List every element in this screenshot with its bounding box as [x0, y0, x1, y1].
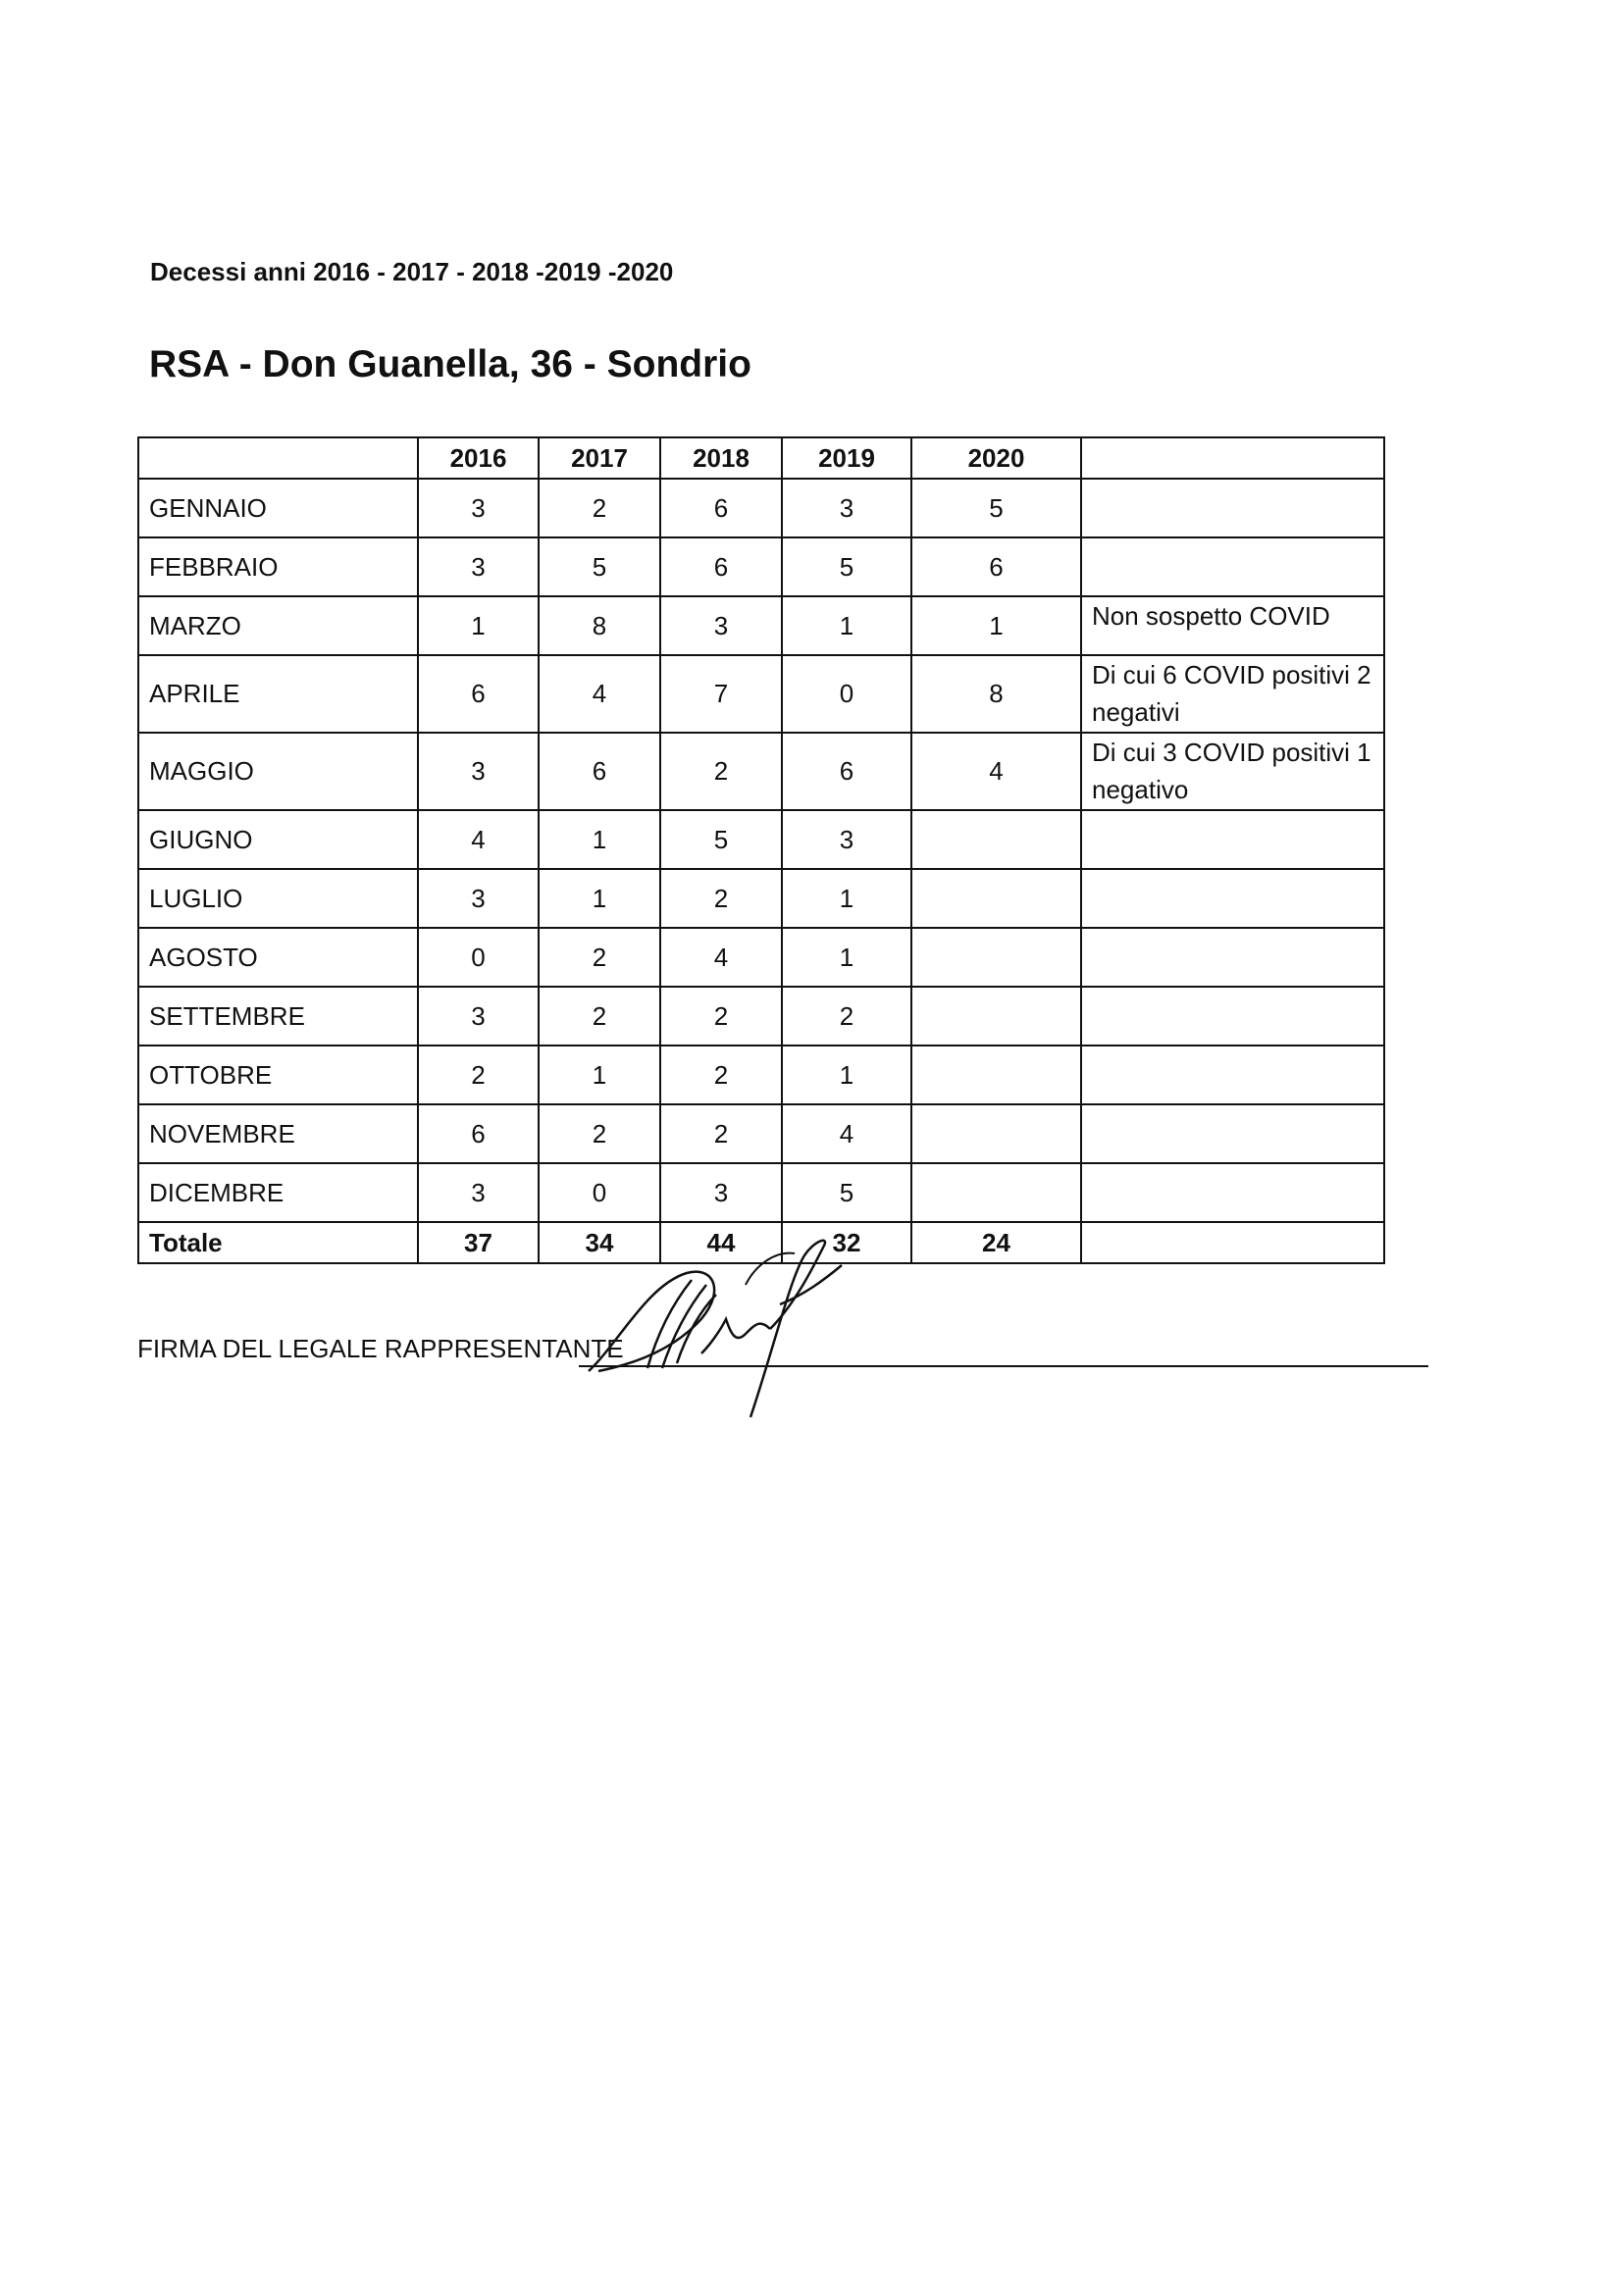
value-cell: 1 [782, 869, 911, 928]
month-cell: AGOSTO [138, 928, 418, 987]
table-row [138, 869, 1384, 928]
month-cell: MAGGIO [138, 733, 418, 810]
header-cell-2018: 2018 [660, 437, 782, 479]
value-cell: 3 [418, 537, 539, 596]
note-cell [1081, 869, 1384, 928]
note-cell [1081, 537, 1384, 596]
value-cell: 0 [418, 928, 539, 987]
value-cell [911, 810, 1081, 869]
note-cell: Di cui 6 COVID positivi 2 negativi [1081, 655, 1384, 733]
value-cell: 2 [660, 1046, 782, 1104]
value-cell: 5 [911, 479, 1081, 537]
table-row [138, 537, 1384, 596]
value-cell [911, 1104, 1081, 1163]
value-cell: 3 [418, 479, 539, 537]
value-cell: 1 [782, 596, 911, 655]
handwritten-signature [579, 1226, 893, 1422]
value-cell: 8 [539, 596, 660, 655]
document-subtitle: Decessi anni 2016 - 2017 - 2018 -2019 -2020 [150, 257, 674, 286]
table-row [138, 733, 1384, 810]
month-cell: GENNAIO [138, 479, 418, 537]
month-cell: MARZO [138, 596, 418, 655]
value-cell: 3 [782, 479, 911, 537]
table-row [138, 987, 1384, 1046]
value-cell: 3 [418, 987, 539, 1046]
table-row [138, 596, 1384, 655]
value-cell: 3 [782, 810, 911, 869]
header-cell-2016: 2016 [418, 437, 539, 479]
total-value-cell: 32 [782, 1222, 911, 1263]
value-cell: 8 [911, 655, 1081, 733]
value-cell [911, 1046, 1081, 1104]
value-cell: 6 [418, 655, 539, 733]
note-cell [1081, 1104, 1384, 1163]
header-cell-2019: 2019 [782, 437, 911, 479]
total-value-cell: 37 [418, 1222, 539, 1263]
value-cell: 3 [418, 869, 539, 928]
value-cell: 4 [660, 928, 782, 987]
signature-label: FIRMA DEL LEGALE RAPPRESENTANTE [137, 1334, 624, 1363]
note-cell [1081, 928, 1384, 987]
table-row [138, 928, 1384, 987]
month-cell: GIUGNO [138, 810, 418, 869]
table-row [138, 1104, 1384, 1163]
value-cell: 1 [539, 869, 660, 928]
deaths-table [137, 436, 1385, 1264]
value-cell: 2 [660, 869, 782, 928]
value-cell: 6 [660, 537, 782, 596]
value-cell: 6 [782, 733, 911, 810]
note-cell [1081, 810, 1384, 869]
value-cell [911, 928, 1081, 987]
note-cell: Non sospetto COVID [1081, 596, 1384, 655]
table-row [138, 810, 1384, 869]
month-cell: APRILE [138, 655, 418, 733]
header-cell-blank [138, 437, 418, 479]
value-cell: 1 [782, 1046, 911, 1104]
header-cell-2017: 2017 [539, 437, 660, 479]
value-cell: 5 [660, 810, 782, 869]
value-cell: 0 [539, 1163, 660, 1222]
value-cell: 2 [418, 1046, 539, 1104]
total-value-cell: 44 [660, 1222, 782, 1263]
value-cell [911, 987, 1081, 1046]
value-cell: 3 [418, 1163, 539, 1222]
month-cell: LUGLIO [138, 869, 418, 928]
value-cell [911, 869, 1081, 928]
value-cell: 6 [418, 1104, 539, 1163]
value-cell: 1 [539, 810, 660, 869]
note-cell: Di cui 3 COVID positivi 1 negativo [1081, 733, 1384, 810]
value-cell: 4 [911, 733, 1081, 810]
total-value-cell: 34 [539, 1222, 660, 1263]
value-cell: 1 [539, 1046, 660, 1104]
value-cell: 1 [911, 596, 1081, 655]
table-row [138, 655, 1384, 733]
document-title: RSA - Don Guanella, 36 - Sondrio [149, 343, 751, 385]
value-cell: 1 [418, 596, 539, 655]
value-cell: 2 [660, 733, 782, 810]
total-label: Totale [138, 1222, 418, 1263]
value-cell: 5 [539, 537, 660, 596]
value-cell: 5 [782, 537, 911, 596]
value-cell: 2 [539, 987, 660, 1046]
note-cell [1081, 987, 1384, 1046]
month-cell: FEBBRAIO [138, 537, 418, 596]
month-cell: SETTEMBRE [138, 987, 418, 1046]
value-cell: 2 [539, 1104, 660, 1163]
value-cell: 2 [782, 987, 911, 1046]
table-row [138, 1046, 1384, 1104]
value-cell: 1 [782, 928, 911, 987]
note-cell [1081, 1046, 1384, 1104]
value-cell: 0 [782, 655, 911, 733]
value-cell: 2 [539, 928, 660, 987]
value-cell: 6 [660, 479, 782, 537]
value-cell: 2 [539, 479, 660, 537]
table-row [138, 1163, 1384, 1222]
value-cell: 2 [660, 987, 782, 1046]
header-cell-notes [1081, 437, 1384, 479]
value-cell: 3 [418, 733, 539, 810]
value-cell: 4 [782, 1104, 911, 1163]
month-cell: OTTOBRE [138, 1046, 418, 1104]
value-cell [911, 1163, 1081, 1222]
note-cell [1081, 1163, 1384, 1222]
value-cell: 3 [660, 1163, 782, 1222]
month-cell: DICEMBRE [138, 1163, 418, 1222]
value-cell: 6 [911, 537, 1081, 596]
value-cell: 3 [660, 596, 782, 655]
value-cell: 7 [660, 655, 782, 733]
value-cell: 2 [660, 1104, 782, 1163]
month-cell: NOVEMBRE [138, 1104, 418, 1163]
total-value-cell: 24 [911, 1222, 1081, 1263]
table-row [138, 479, 1384, 537]
header-row [138, 437, 1384, 479]
value-cell: 4 [418, 810, 539, 869]
header-cell-2020: 2020 [911, 437, 1081, 479]
value-cell: 6 [539, 733, 660, 810]
value-cell: 4 [539, 655, 660, 733]
total-note-cell [1081, 1222, 1384, 1263]
note-cell [1081, 479, 1384, 537]
value-cell: 5 [782, 1163, 911, 1222]
